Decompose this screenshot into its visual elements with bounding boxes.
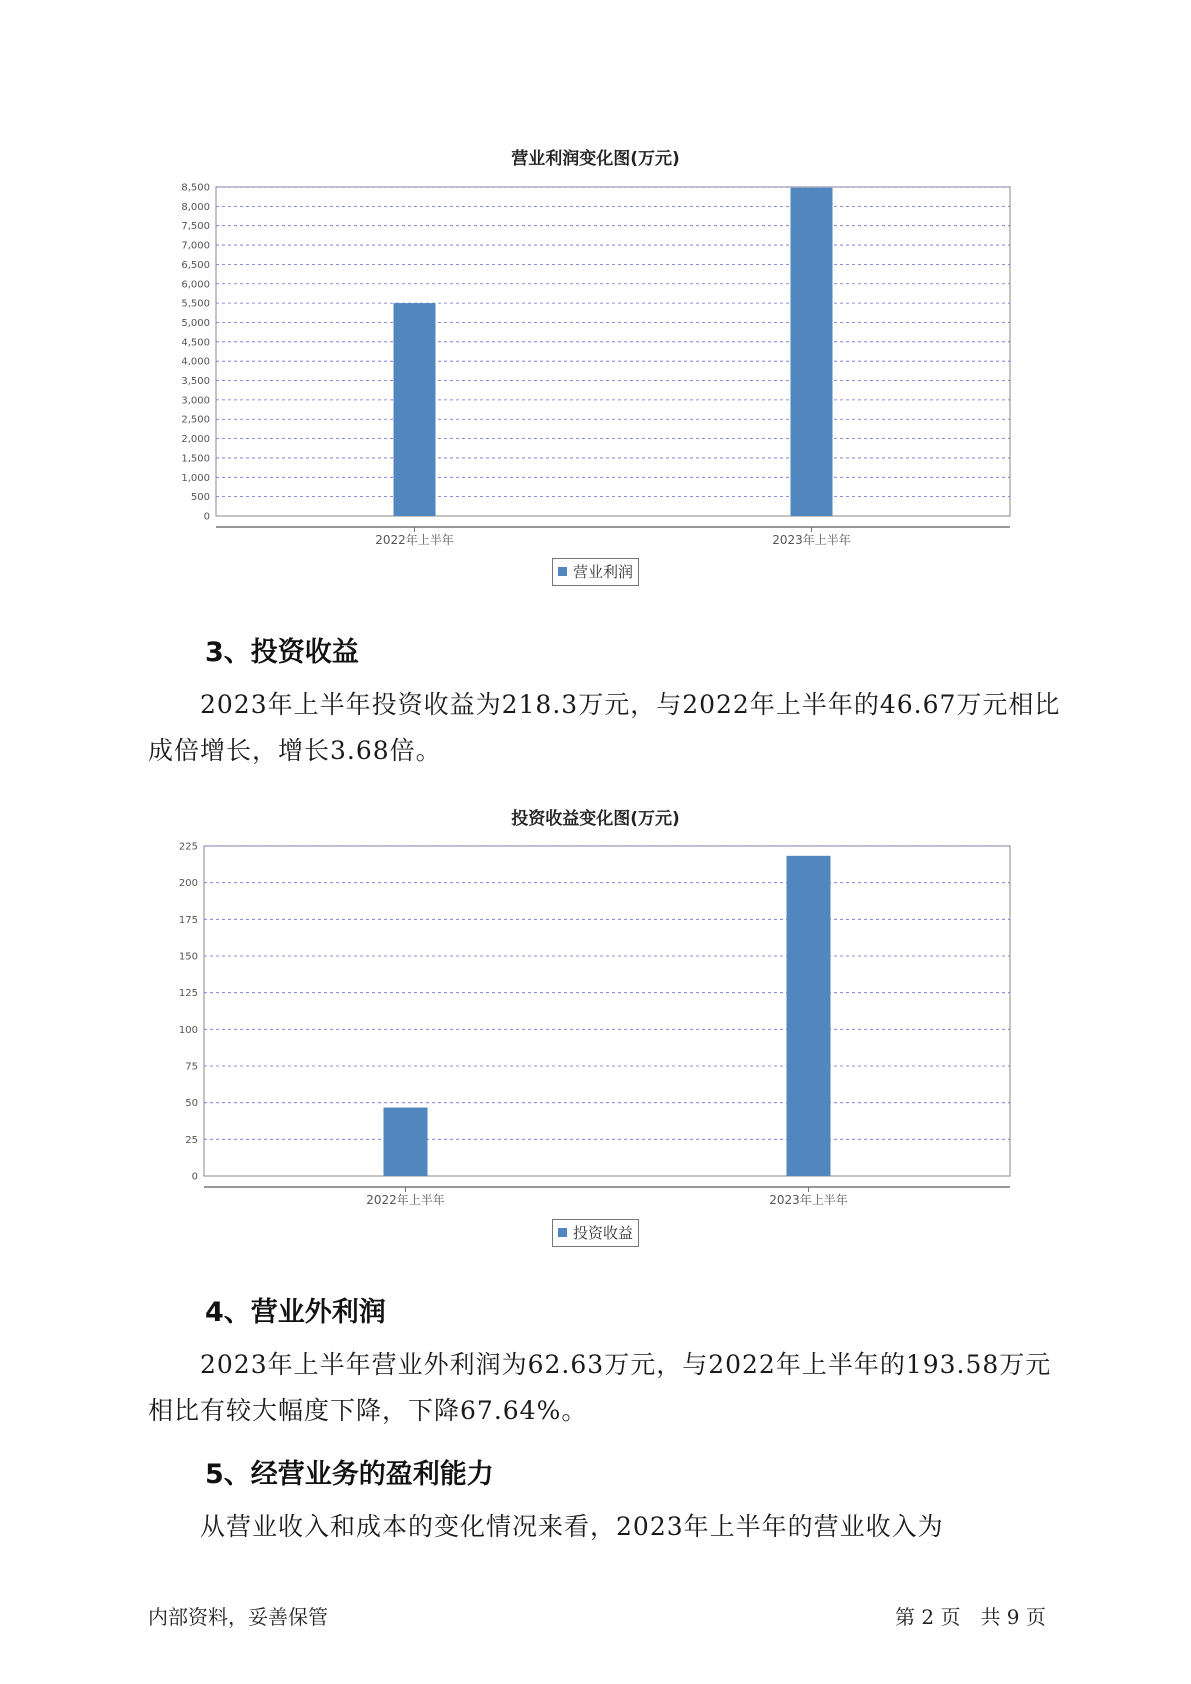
- section-5-heading: 5、经营业务的盈利能力: [205, 1459, 494, 1490]
- footer-page-number: 第 2 页 共 9 页: [895, 1605, 1046, 1629]
- chart1-y-tick-label: 8,500: [181, 182, 210, 194]
- chart2-y-tick-label: 225: [178, 841, 198, 853]
- chart2-y-tick-label: 125: [178, 988, 198, 1000]
- chart1-y-tick-label: 1,000: [181, 472, 210, 484]
- section-4-heading: 4、营业外利润: [205, 1297, 386, 1328]
- chart1-y-tick-label: 6,500: [181, 259, 210, 271]
- chart2-y-tick-label: 75: [185, 1061, 198, 1073]
- chart1-y-tick-label: 4,500: [181, 337, 210, 349]
- legend-swatch: [558, 1228, 567, 1237]
- chart2-y-tick-label: 50: [185, 1098, 198, 1110]
- section-3-text: 2023年上半年投资收益为218.3万元，与2022年上半年的46.67万元相比成倍增长，增长3.68倍。: [148, 690, 1061, 765]
- chart1-y-tick-label: 5,000: [181, 317, 210, 329]
- chart1-y-tick-label: 5,500: [181, 298, 210, 310]
- chart2-x-tick-label: 2023年上半年: [769, 1193, 848, 1207]
- chart1-y-tick-label: 6,000: [181, 279, 210, 291]
- chart1-y-tick-label: 2,500: [181, 414, 210, 426]
- section-5-text: 从营业收入和成本的变化情况来看，2023年上半年的营业收入为: [200, 1512, 944, 1541]
- chart1-y-tick-label: 4,000: [181, 356, 210, 368]
- chart1-title: 营业利润变化图(万元): [511, 149, 680, 169]
- chart2-title: 投资收益变化图(万元): [511, 809, 680, 829]
- chart1-legend-label: 营业利润: [573, 563, 634, 581]
- chart2-y-tick-label: 150: [178, 951, 198, 963]
- chart1-y-tick-label: 7,500: [181, 221, 210, 233]
- footer-confidential: 内部资料，妥善保管: [148, 1605, 328, 1629]
- chart1-y-tick-label: 2,000: [181, 434, 210, 446]
- chart2-bar-2: [787, 856, 831, 1176]
- section-4-text: 2023年上半年营业外利润为62.63万元，与2022年上半年的193.58万元相比有较大幅度下降，下降67.64%。: [148, 1350, 1052, 1425]
- chart1-x-tick-label: 2023年上半年: [772, 533, 851, 547]
- chart1-x-tick-label: 2022年上半年: [375, 533, 454, 547]
- chart2-bar-1: [384, 1108, 428, 1176]
- chart2-legend-label: 投资收益: [573, 1224, 634, 1242]
- chart1-y-tick-label: 3,000: [181, 395, 210, 407]
- chart2-plot-frame: [204, 846, 1010, 1176]
- chart2-y-tick-label: 175: [178, 914, 198, 926]
- chart1-y-tick-label: 3,500: [181, 376, 210, 388]
- chart1-y-tick-label: 0: [203, 511, 210, 523]
- chart2-x-tick-label: 2022年上半年: [366, 1193, 445, 1207]
- chart1-y-tick-label: 7,000: [181, 240, 210, 252]
- chart2-legend: [552, 1219, 639, 1247]
- chart2-y-tick-label: 200: [178, 878, 198, 890]
- chart2-y-tick-label: 0: [191, 1171, 198, 1183]
- section-3-heading: 3、投资收益: [205, 637, 359, 668]
- chart1-y-tick-label: 500: [190, 492, 210, 504]
- chart1-y-tick-label: 1,500: [181, 453, 210, 465]
- chart2-y-tick-label: 25: [185, 1134, 198, 1146]
- chart1-y-tick-label: 8,000: [181, 201, 210, 213]
- chart2-y-tick-label: 100: [178, 1024, 198, 1036]
